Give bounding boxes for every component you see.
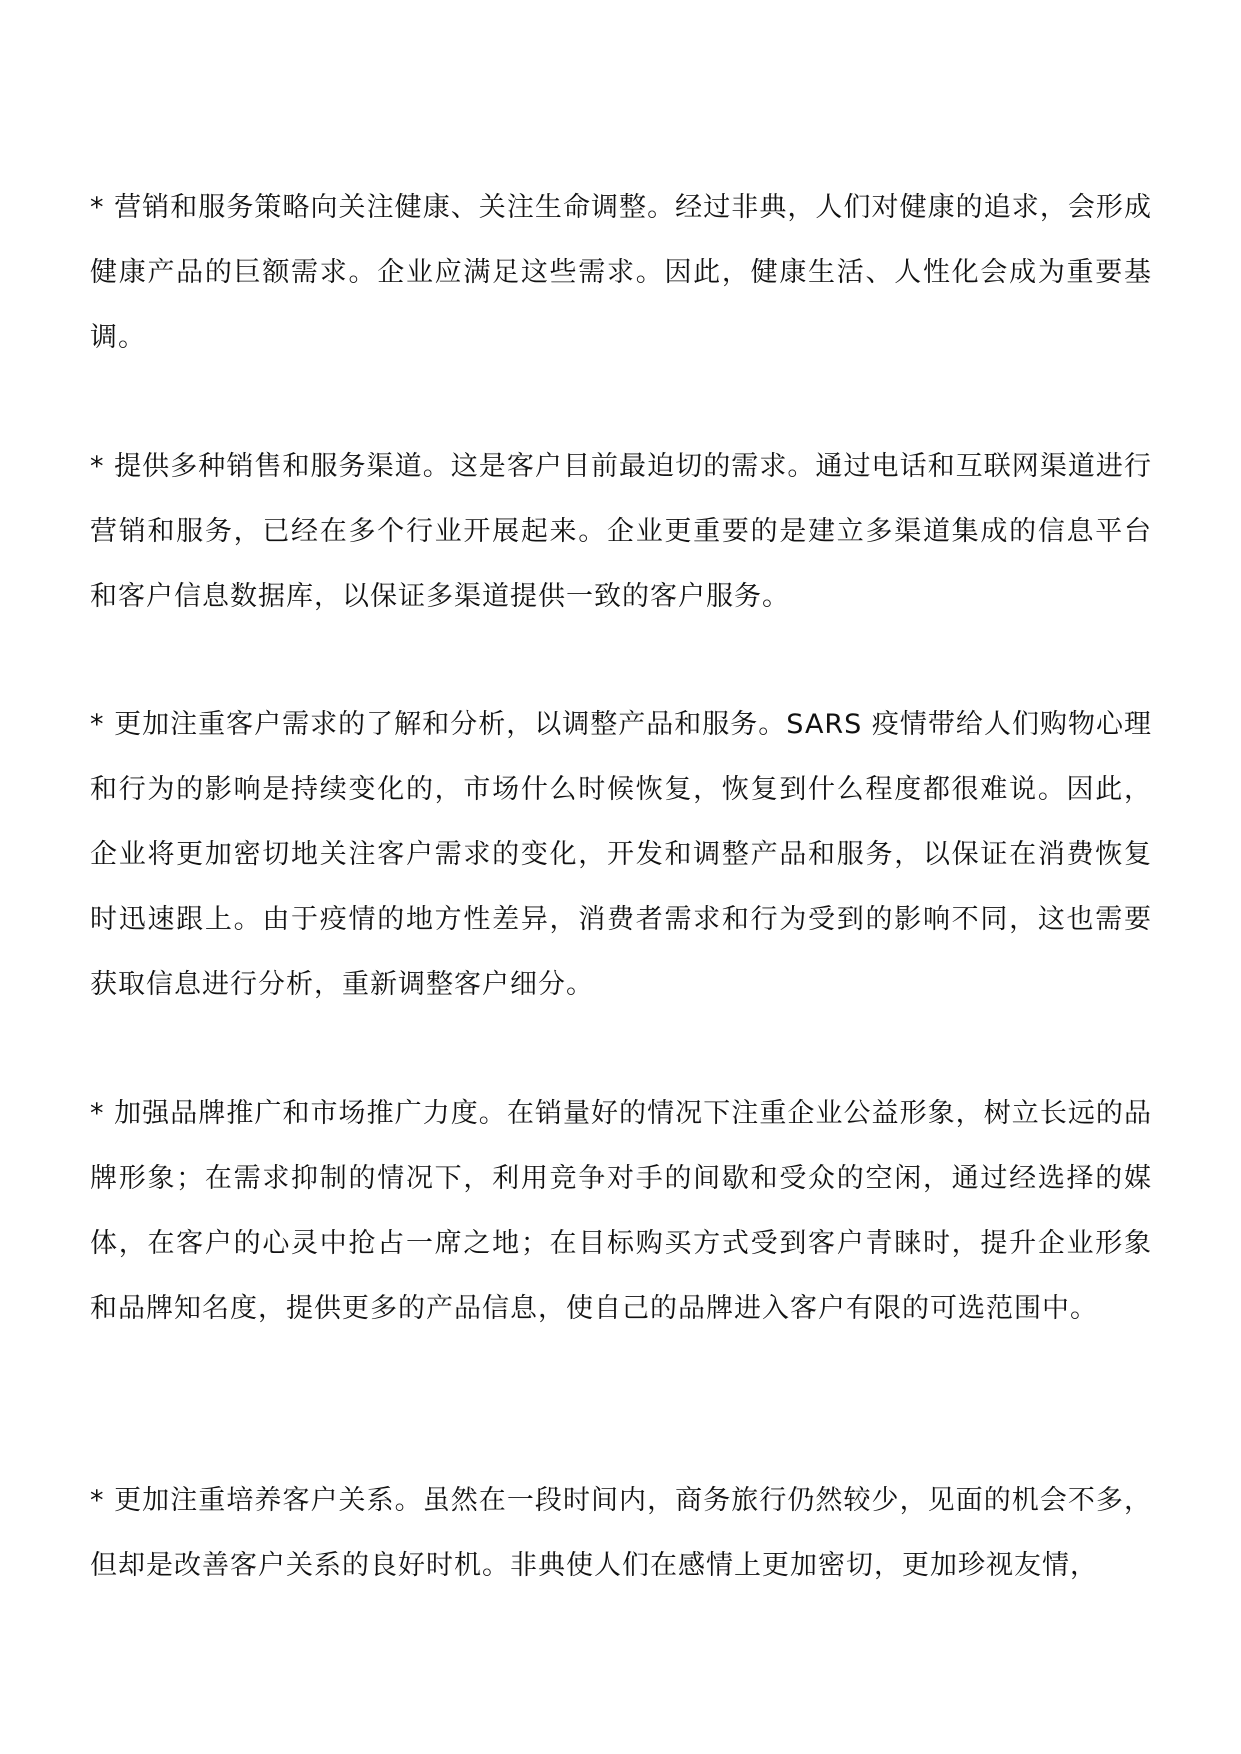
paragraph-customer-relationship: * 更加注重培养客户关系。虽然在一段时间内，商务旅行仍然较少，见面的机会不多，但却是改善客户关系的良好时机。非典使人们在感情上更加密切，更加珍视友情， (90, 1485, 1152, 1581)
paragraph-brand-promotion: * 加强品牌推广和市场推广力度。在销量好的情况下注重企业公益形象，树立长远的品牌形象；在需求抑制的情况下，利用竞争对手的间歇和受众的空闲，通过经选择的媒体，在客户的心灵中抢占一席之地；在目标购买方式受到客户青睐时，提升企业形象和品牌知名度，提供更多的产品信息，使自己的品牌进入客户有限的可选范围中。 (90, 1098, 1152, 1324)
paragraph-sales-channels: * 提供多种销售和服务渠道。这是客户目前最迫切的需求。通过电话和互联网渠道进行营销和服务，已经在多个行业开展起来。企业更重要的是建立多渠道集成的信息平台和客户信息数据库，以保证多渠道提供一致的客户服务。 (90, 451, 1152, 612)
paragraph-health-strategy: * 营销和服务策略向关注健康、关注生命调整。经过非典，人们对健康的追求，会形成健康产品的巨额需求。企业应满足这些需求。因此，健康生活、人性化会成为重要基调。 (90, 192, 1152, 353)
paragraph-customer-needs: * 更加注重客户需求的了解和分析，以调整产品和服务。SARS 疫情带给人们购物心理和行为的影响是持续变化的，市场什么时候恢复，恢复到什么程度都很难说。因此，企业将更加密切地关注客户需求的变化，开发和调整产品和服务，以保证在消费恢复时迅速跟上。由于疫情的地方性差异，消费者需求和行为受到的影响不同，这也需要获取信息进行分析，重新调整客户细分。 (90, 709, 1152, 1000)
